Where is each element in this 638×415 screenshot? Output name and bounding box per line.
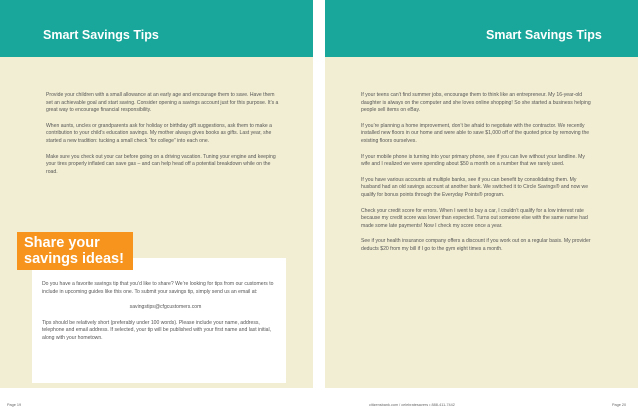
right-tips-column	[361, 92, 593, 262]
share-intro: Do you have a favorite savings tip that you’d like to share? We’re looking for tips from our customers to include in upcoming guides like this one. To submit your savings tip, simply send us an email at:	[42, 281, 274, 295]
tip-paragraph: Provide your children with a small allowance at an early age and encourage them to save. Have them set an achievable goal and start saving. Consider opening a savings account just for this purpose. It’s a great way to encourage financial responsibility.	[46, 92, 279, 114]
share-heading-line: savings ideas!	[24, 251, 124, 267]
tip-paragraph: Make sure you check out your car before going on a driving vacation. Tuning your engine and keeping your tires properly inflated can save gas – and can help head off a potential breakdown while on the road.	[46, 153, 276, 175]
tip-paragraph: If your mobile phone is turning into your primary phone, see if you can live without your landline. My wife and I realized we were spending about $50 a month on a number that we rarely used.	[361, 153, 585, 168]
page-number-right: Page 20	[612, 403, 627, 407]
left-page-title: Smart Savings Tips	[43, 28, 159, 42]
footer-contact: citizensbank.com / celebratesavers • 888-411-7442	[369, 403, 455, 407]
submission-email-link[interactable]: savingstips@cfgcustomers.com	[129, 304, 202, 311]
tip-paragraph: When aunts, uncles or grandparents ask for holiday or birthday gift suggestions, ask them to make a contribution to your child’s education savings. My mother always gives books as gifts. Last year, she started a new tradition: tucking a small check “for college” into each one.	[46, 122, 272, 144]
tip-paragraph: See if your health insurance company offers a discount if you work out on a regular basis. My provider deducts $20 from my bill if I go to the gym eight times a month.	[361, 238, 591, 252]
tip-paragraph: Check your credit score for errors. When I went to buy a car, I couldn’t qualify for a low interest rate because my credit score was lower than expected. Turns out someone else with the same name had made some late payments! Now I check my score once a year.	[361, 207, 588, 229]
tip-paragraph: If you’re planning a home improvement, don’t be afraid to negotiate with the contractor. We recently installed new floors in our home and were able to save $1,000 off of the quoted price by removing the existing floors ourselves.	[361, 122, 590, 144]
right-page-title: Smart Savings Tips	[486, 28, 602, 42]
page-gutter	[313, 0, 325, 415]
tip-paragraph: If your teens can’t find summer jobs, encourage them to think like an entrepreneur. My 16-year-old daughter is always on the computer and she loves online shopping! So she started a business helping people sell items on eBay.	[361, 92, 591, 114]
share-heading-line: Share your	[24, 235, 100, 251]
share-ideas-box	[32, 258, 286, 383]
share-note: Tips should be relatively short (preferably under 100 words). Please include your name, address, telephone and email address. If selected, your tip will be published with your first name and last initial, along with your hometown.	[42, 319, 272, 341]
page-number-left: Page 19	[7, 403, 22, 407]
share-ideas-heading	[17, 232, 133, 270]
left-tips-column	[46, 92, 281, 184]
tip-paragraph: If you have various accounts at multiple banks, see if you can benefit by consolidating them. My husband had an old savings account at another bank. We switched it to Circle Savings® and now we qualify for bonus points through the Everyday Points® program.	[361, 176, 589, 198]
